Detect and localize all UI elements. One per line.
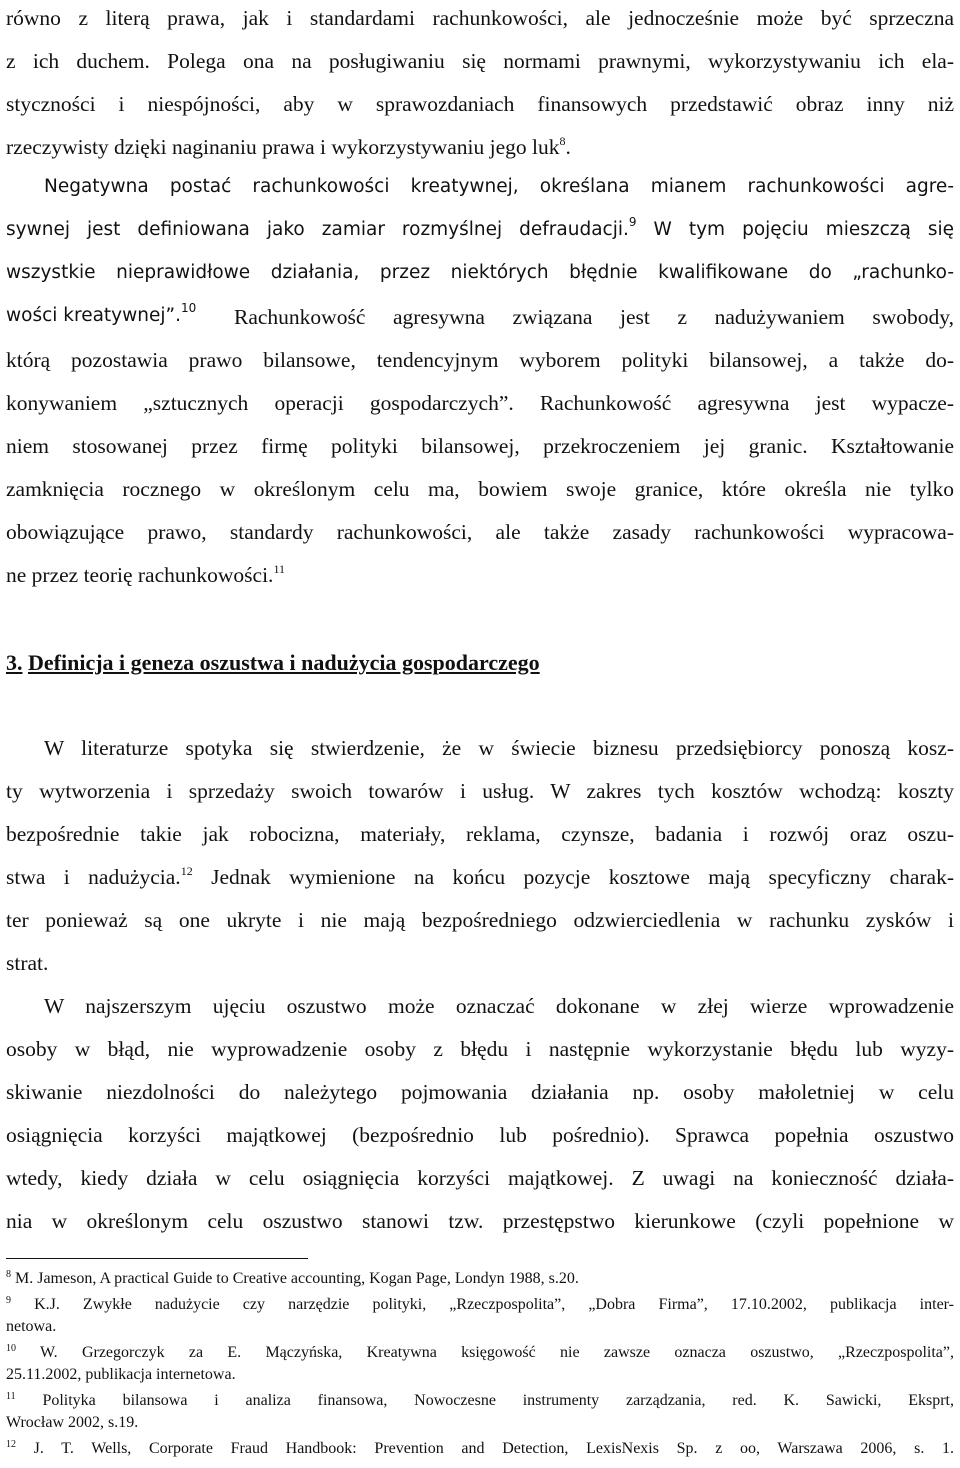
- footnote-12: [6, 1440, 954, 1458]
- paragraph-4-line-6: nia w określonym celu oszustwo stanowi tzw. przestępstwo kierunkowe (czyli popełnione w: [6, 1209, 954, 1233]
- footnote-ref-11: 11: [273, 562, 285, 576]
- paragraph-2-line-2: [6, 215, 955, 240]
- footnote-9-line-2: netowa.: [6, 1318, 57, 1335]
- paragraph-3-line-5: ter ponieważ są one ukryte i nie mają bezpośredniego odzwierciedlenia w rachunku zysków i: [6, 908, 954, 932]
- footnote-separator: [6, 1258, 308, 1259]
- footnote-8-number: 8: [6, 1269, 11, 1280]
- paragraph-3-text-b: Jednak wymienione na końcu pozycje kosztowe mają specyficzny charak-: [192, 865, 954, 889]
- paragraph-1-line-1: równo z literą prawa, jak i standardami rachunkowości, ale jednocześnie może być sprzeczna: [6, 6, 954, 30]
- section-title: Definicja i geneza oszustwa i nadużycia gospodarczego: [28, 650, 540, 675]
- footnote-8-text: M. Jameson, A practical Guide to Creative accounting, Kogan Page, Londyn 1988, s.20.: [11, 1270, 579, 1287]
- footnote-10-text: W. Grzegorczyk za E. Mączyńska, Kreatywna księgowość nie zawsze oznacza oszustwo, „Rzeczpospolita”,: [16, 1344, 954, 1361]
- paragraph-4-line-3: skiwanie niezdolności do należytego pojmowania działania np. osoby małoletniej w celu: [6, 1080, 954, 1104]
- footnote-10-line-1: [6, 1344, 954, 1362]
- paragraph-2-line-7: niem stosowanej przez firmę polityki bilansowej, przekroczeniem jej granic. Kształtowanie: [6, 434, 954, 458]
- footnote-9-number: 9: [6, 1295, 11, 1306]
- footnote-11-number: 11: [6, 1391, 16, 1402]
- paragraph-3-line-2: ty wytworzenia i sprzedaży swoich towarów i usług. W zakres tych kosztów wchodzą: koszty: [6, 779, 954, 803]
- footnote-12-number: 12: [6, 1439, 16, 1450]
- paragraph-1-line-3: styczności i niespójności, aby w sprawozdaniach finansowych przedstawić obraz inny niż: [6, 92, 954, 116]
- footnote-9-text: K.J. Zwykłe nadużycie czy narzędzie polityki, „Rzeczpospolita”, „Dobra Firma”, 17.10.2002, publikacja inter-: [11, 1296, 954, 1313]
- footnote-ref-8: 8: [559, 134, 566, 148]
- paragraph-3-line-6: strat.: [6, 951, 49, 975]
- paragraph-2-line-4-end: Rachunkowość agresywna związana jest z nadużywaniem swobody,: [234, 305, 954, 329]
- paragraph-2-line-4-start: [6, 301, 197, 326]
- footnote-10-line-2: 25.11.2002, publikacja internetowa.: [6, 1366, 236, 1383]
- paragraph-2-line-9: obowiązujące prawo, standardy rachunkowości, ale także zasady rachunkowości wypracowa-: [6, 520, 954, 544]
- paragraph-2-line-10: [6, 563, 285, 588]
- paragraph-4-line-4: osiągnięcia korzyści majątkowej (bezpośrednio lub pośrednio). Sprawca popełnia oszustwo: [6, 1123, 954, 1147]
- paragraph-2-line-5: którą pozostawia prawo bilansowe, tendencyjnym wyborem polityki bilansowej, a także do-: [6, 348, 954, 372]
- paragraph-3-line-3: bezpośrednie takie jak robocizna, materiały, reklama, czynsze, badania i rozwój oraz oszu-: [6, 822, 954, 846]
- paragraph-2-text-c: wości kreatywnej”.: [6, 305, 181, 326]
- paragraph-3-line-4: [6, 865, 954, 890]
- paragraph-1-text: rzeczywisty dzięki naginaniu prawa i wykorzystywaniu jego luk: [6, 135, 560, 159]
- section-heading: [6, 650, 540, 676]
- paragraph-2-line-8: zamknięcia rocznego w określonym celu ma, bowiem swoje granice, które określa nie tylko: [6, 477, 954, 501]
- footnote-10-number: 10: [6, 1343, 16, 1354]
- footnote-8: [6, 1270, 579, 1288]
- paragraph-4-line-2: osoby w błąd, nie wyprowadzenie osoby z błędu i następnie wykorzystanie błędu lub wyzy-: [6, 1037, 954, 1061]
- paragraph-2-text-b: W tym pojęciu mieszczą się: [636, 219, 955, 240]
- footnote-11-line-1: [6, 1392, 954, 1410]
- footnote-ref-10: 10: [180, 301, 197, 315]
- footnote-9-line-1: [6, 1296, 954, 1314]
- footnote-12-text: J. T. Wells, Corporate Fraud Handbook: Prevention and Detection, LexisNexis Sp. z oo, Warszawa 2006, s. 1.: [16, 1440, 954, 1457]
- footnote-11-text: Polityka bilansowa i analiza finansowa, Nowoczesne instrumenty zarządzania, red. K. Sawicki, Eksprt,: [15, 1392, 954, 1409]
- paragraph-3-text-a: stwa i nadużycia.: [6, 865, 181, 889]
- paragraph-1-line-2: z ich duchem. Polega ona na posługiwaniu się normami prawnymi, wykorzystywaniu ich ela-: [6, 49, 954, 73]
- footnote-ref-12: 12: [180, 864, 193, 878]
- paragraph-4-line-5: wtedy, kiedy działa w celu osiągnięcia korzyści majątkowej. Z uwagi na konieczność działa-: [6, 1166, 954, 1190]
- paragraph-3-line-1: W literaturze spotyka się stwierdzenie, że w świecie biznesu przedsiębiorcy ponoszą kosz-: [44, 736, 954, 760]
- section-number: 3.: [6, 650, 23, 675]
- footnote-11-line-2: Wrocław 2002, s.19.: [6, 1414, 139, 1431]
- paragraph-2-line-6: konywaniem „sztucznych operacji gospodarczych”. Rachunkowość agresywna jest wypacze-: [6, 391, 954, 415]
- paragraph-4-line-1: W najszerszym ujęciu oszustwo może oznaczać dokonane w złej wierze wprowadzenie: [44, 994, 954, 1018]
- paragraph-1-end: .: [565, 135, 571, 159]
- paragraph-1-line-4: [6, 135, 571, 160]
- paragraph-2-text-a: sywnej jest definiowana jako zamiar rozmyślnej defraudacji.: [6, 219, 629, 240]
- paragraph-2-line-3: wszystkie nieprawidłowe działania, przez niektórych błędnie kwalifikowane do „rachunko-: [6, 262, 954, 283]
- paragraph-2-line-1: Negatywna postać rachunkowości kreatywnej, określana mianem rachunkowości agre-: [44, 176, 954, 197]
- footnote-ref-9: 9: [628, 215, 637, 229]
- paragraph-2-text-d: ne przez teorię rachunkowości.: [6, 563, 274, 587]
